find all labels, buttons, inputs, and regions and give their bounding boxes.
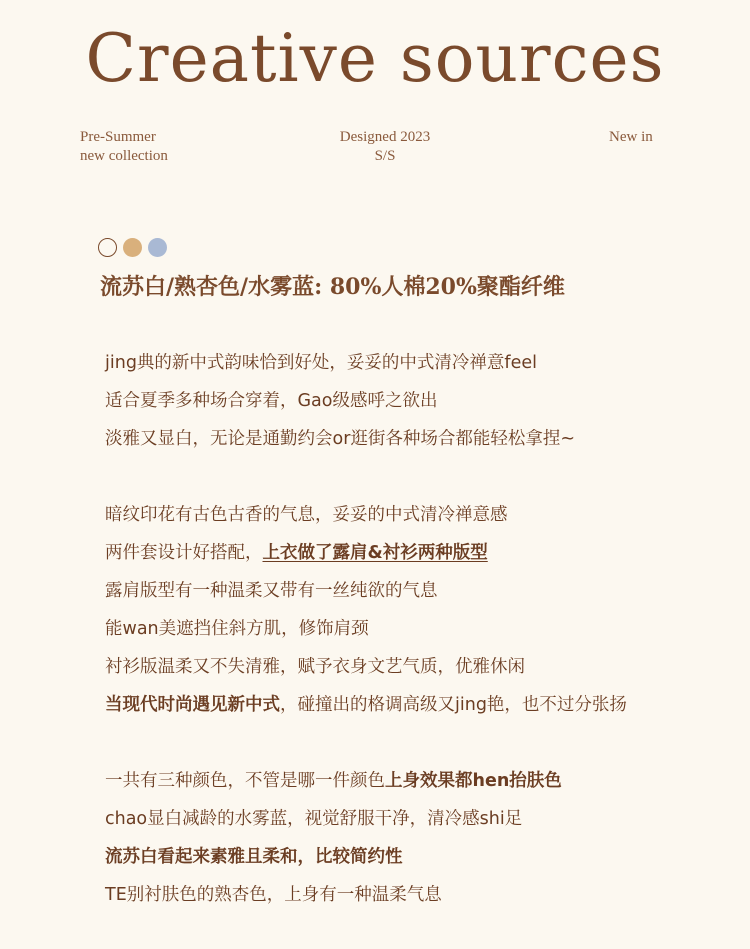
text-line: 衬衫版温柔又不失清雅，赋予衣身文艺气质，优雅休闲 xyxy=(105,657,525,677)
season-line-1: Pre-Summer xyxy=(80,129,156,145)
swatch-apricot xyxy=(123,238,142,257)
color-swatches xyxy=(98,238,167,257)
text-line: chao显白减龄的水雾蓝，视觉舒服干净，清冷感shi足 xyxy=(105,809,523,829)
highlight-text: 当现代时尚遇见新中式 xyxy=(105,695,280,715)
design-year-label xyxy=(300,128,470,166)
season-line-2: new collection xyxy=(80,148,168,164)
fabric-headline: 流苏白/熟杏色/水雾蓝: 80%人棉20%聚酯纤维 xyxy=(100,274,565,300)
text-segment: 一共有三种颜色，不管是哪一件颜色 xyxy=(105,771,385,791)
text-segment: 两件套设计好搭配， xyxy=(105,543,263,563)
description-paragraph-2 xyxy=(105,496,735,724)
text-segment: ，碰撞出的格调高级又jing艳，也不过分张扬 xyxy=(280,695,627,715)
highlight-text: 上身效果都hen抬肤色 xyxy=(385,771,562,791)
text-line xyxy=(105,534,735,572)
text-line: jing典的新中式韵味恰到好处，妥妥的中式清冷禅意feel xyxy=(105,353,537,373)
description-paragraph-1 xyxy=(105,344,735,458)
season-label xyxy=(80,128,168,166)
description-paragraph-3 xyxy=(105,762,735,914)
text-line: 淡雅又显白，无论是通勤约会or逛街各种场合都能轻松拿捏~ xyxy=(105,429,576,449)
design-year-line-1: Designed 2023 xyxy=(339,129,431,145)
text-line: 适合夏季多种场合穿着，Gao级感呼之欲出 xyxy=(105,391,438,411)
text-line: 暗纹印花有古色古香的气息，妥妥的中式清冷禅意感 xyxy=(105,505,508,525)
text-line xyxy=(105,686,735,724)
text-line: TE别衬肤色的熟杏色，上身有一种温柔气息 xyxy=(105,885,442,905)
swatch-blue xyxy=(148,238,167,257)
text-line: 露肩版型有一种温柔又带有一丝纯欲的气息 xyxy=(105,581,438,601)
design-year-line-2: S/S xyxy=(374,148,396,164)
text-line: 流苏白看起来素雅且柔和，比较简约性 xyxy=(105,847,403,867)
new-in-label: New in xyxy=(609,129,653,145)
swatch-white xyxy=(98,238,117,257)
text-line: 能wan美遮挡住斜方肌，修饰肩颈 xyxy=(105,619,369,639)
highlight-text: 上衣做了露肩&衬衫两种版型 xyxy=(262,543,488,563)
page-title: Creative sources xyxy=(85,20,665,97)
text-line xyxy=(105,762,735,800)
